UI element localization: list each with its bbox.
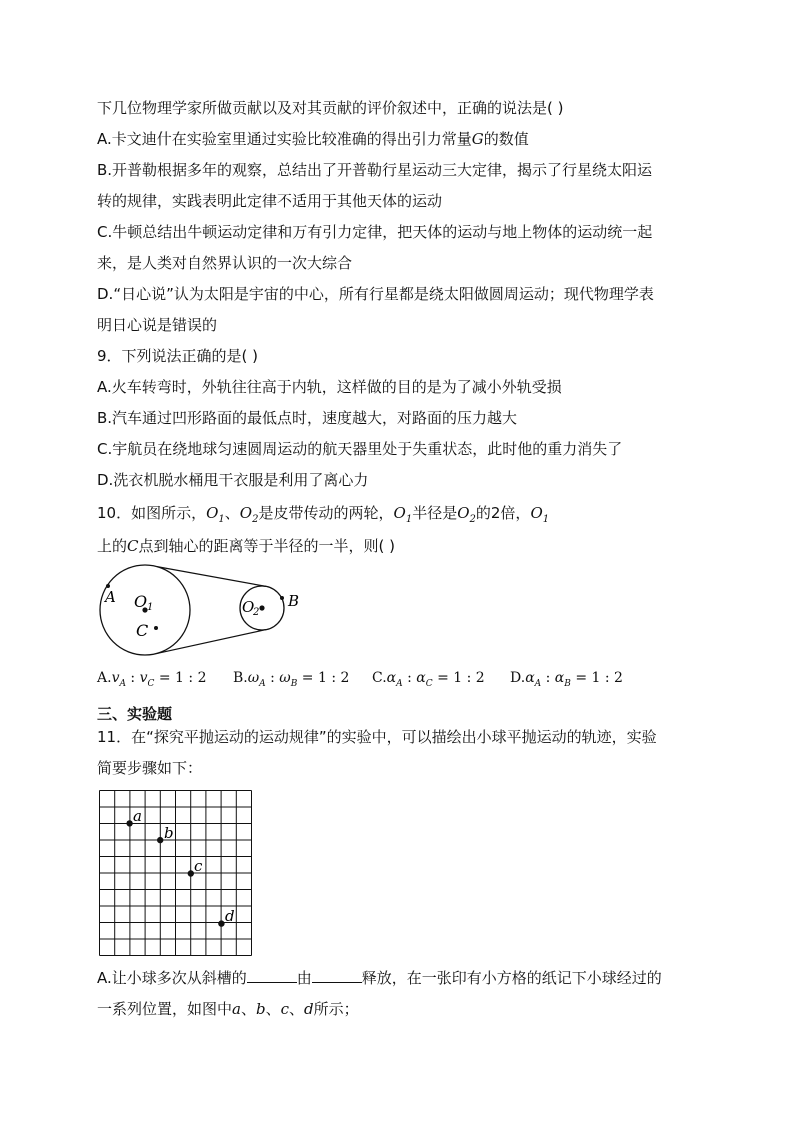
point-d-dot xyxy=(218,920,224,926)
label-O2-sub: 2 xyxy=(253,607,260,618)
q10-option-b[interactable]: $B.\omega_A$ : $\omega_B = 1$ : 2 xyxy=(233,670,350,689)
q9-option-d: D.洗衣机脱水桶甩干衣服是利用了离心力 xyxy=(97,471,369,489)
label-O1-sub: 1 xyxy=(147,602,154,613)
trajectory-grid-figure xyxy=(99,790,259,956)
q11-step-a-line1: A.让小球多次从斜槽的 由 释放，在一张印有小方格的纸记下小球经过的 xyxy=(97,969,662,987)
label-C: C xyxy=(136,621,149,640)
q9-stem: 9．下列说法正确的是( ) xyxy=(97,347,259,365)
q10-option-c[interactable]: $C.\alpha_A$ : $\alpha_C = 1$ : 2 xyxy=(372,670,485,689)
label-a: a xyxy=(133,807,142,825)
blank-1[interactable] xyxy=(247,968,297,983)
q10-option-a[interactable]: $A.v_A$ : $v_C = 1$ : 2 xyxy=(97,670,207,689)
q8-option-b-line1: B.开普勒根据多年的观察，总结出了开普勒行星运动三大定律，揭示了行星绕太阳运 xyxy=(97,161,653,179)
center-O2-dot xyxy=(259,605,264,610)
grid-lines xyxy=(100,791,252,956)
q9-option-c: C.宇航员在绕地球匀速圆周运动的航天器里处于失重状态，此时他的重力消失了 xyxy=(97,440,623,458)
q8-option-d-line2: 明日心说是错误的 xyxy=(97,316,218,334)
q11-stem-line2: 简要步骤如下： xyxy=(97,759,203,777)
belt-upper xyxy=(157,567,266,587)
q10-stem-line2: 上的C点到轴心的距离等于半径的一半，则( ) xyxy=(97,537,395,555)
point-B-dot xyxy=(280,596,284,600)
q9-option-b: B.汽车通过凹形路面的最低点时，速度越大，对路面的压力越大 xyxy=(97,409,518,427)
q8-option-b-line2: 转的规律，实践表明此定律不适用于其他天体的运动 xyxy=(97,192,443,210)
q10-option-d[interactable]: $D.\alpha_A$ : $\alpha_B = 1$ : 2 xyxy=(510,670,623,689)
belt-pulley-figure xyxy=(95,560,300,660)
blank-2[interactable] xyxy=(312,968,362,983)
label-c: c xyxy=(194,857,203,875)
q8-option-c-line1: C.牛顿总结出牛顿运动定律和万有引力定律，把天体的运动与地上物体的运动统一起 xyxy=(97,223,653,241)
belt-lower xyxy=(157,630,266,654)
q11-stem-line1: 11．在“探究平抛运动的运动规律”的实验中，可以描绘出小球平抛运动的轨迹，实验 xyxy=(97,728,657,746)
q11-step-a-line2: 一系列位置，如图中a、b、c、d所示； xyxy=(97,1000,359,1018)
q8-stem: 下几位物理学家所做贡献以及对其贡献的评价叙述中，正确的说法是( ) xyxy=(97,99,564,117)
section-title: 三、实验题 xyxy=(97,705,173,723)
label-B: B xyxy=(288,592,300,610)
q8-option-d-line1: D.“日心说”认为太阳是宇宙的中心，所有行星都是绕太阳做圆周运动；现代物理学表 xyxy=(97,285,654,303)
q10-stem-line1: 10．如图所示，$O_1$、$O_2$是皮带传动的两轮，$O_1$半径是$O_2$的2倍，$O_1$ xyxy=(97,504,550,525)
q8-option-c-line2: 来，是人类对自然界认识的一次大综合 xyxy=(97,254,353,272)
constant-G: G xyxy=(471,130,484,148)
label-b: b xyxy=(164,824,174,842)
point-b-dot xyxy=(157,837,163,843)
q8-option-a: A.卡文迪什在实验室里通过实验比较准确的得出引力常量G的数值 xyxy=(97,130,529,148)
label-O2: O xyxy=(242,598,255,616)
label-O1: O xyxy=(134,592,148,611)
label-d: d xyxy=(225,907,235,925)
point-C-dot xyxy=(154,626,158,630)
q9-option-a: A.火车转弯时，外轨往往高于内轨，这样做的目的是为了减小外轨受损 xyxy=(97,378,562,396)
label-A: A xyxy=(105,588,116,606)
point-a-dot xyxy=(126,820,132,826)
